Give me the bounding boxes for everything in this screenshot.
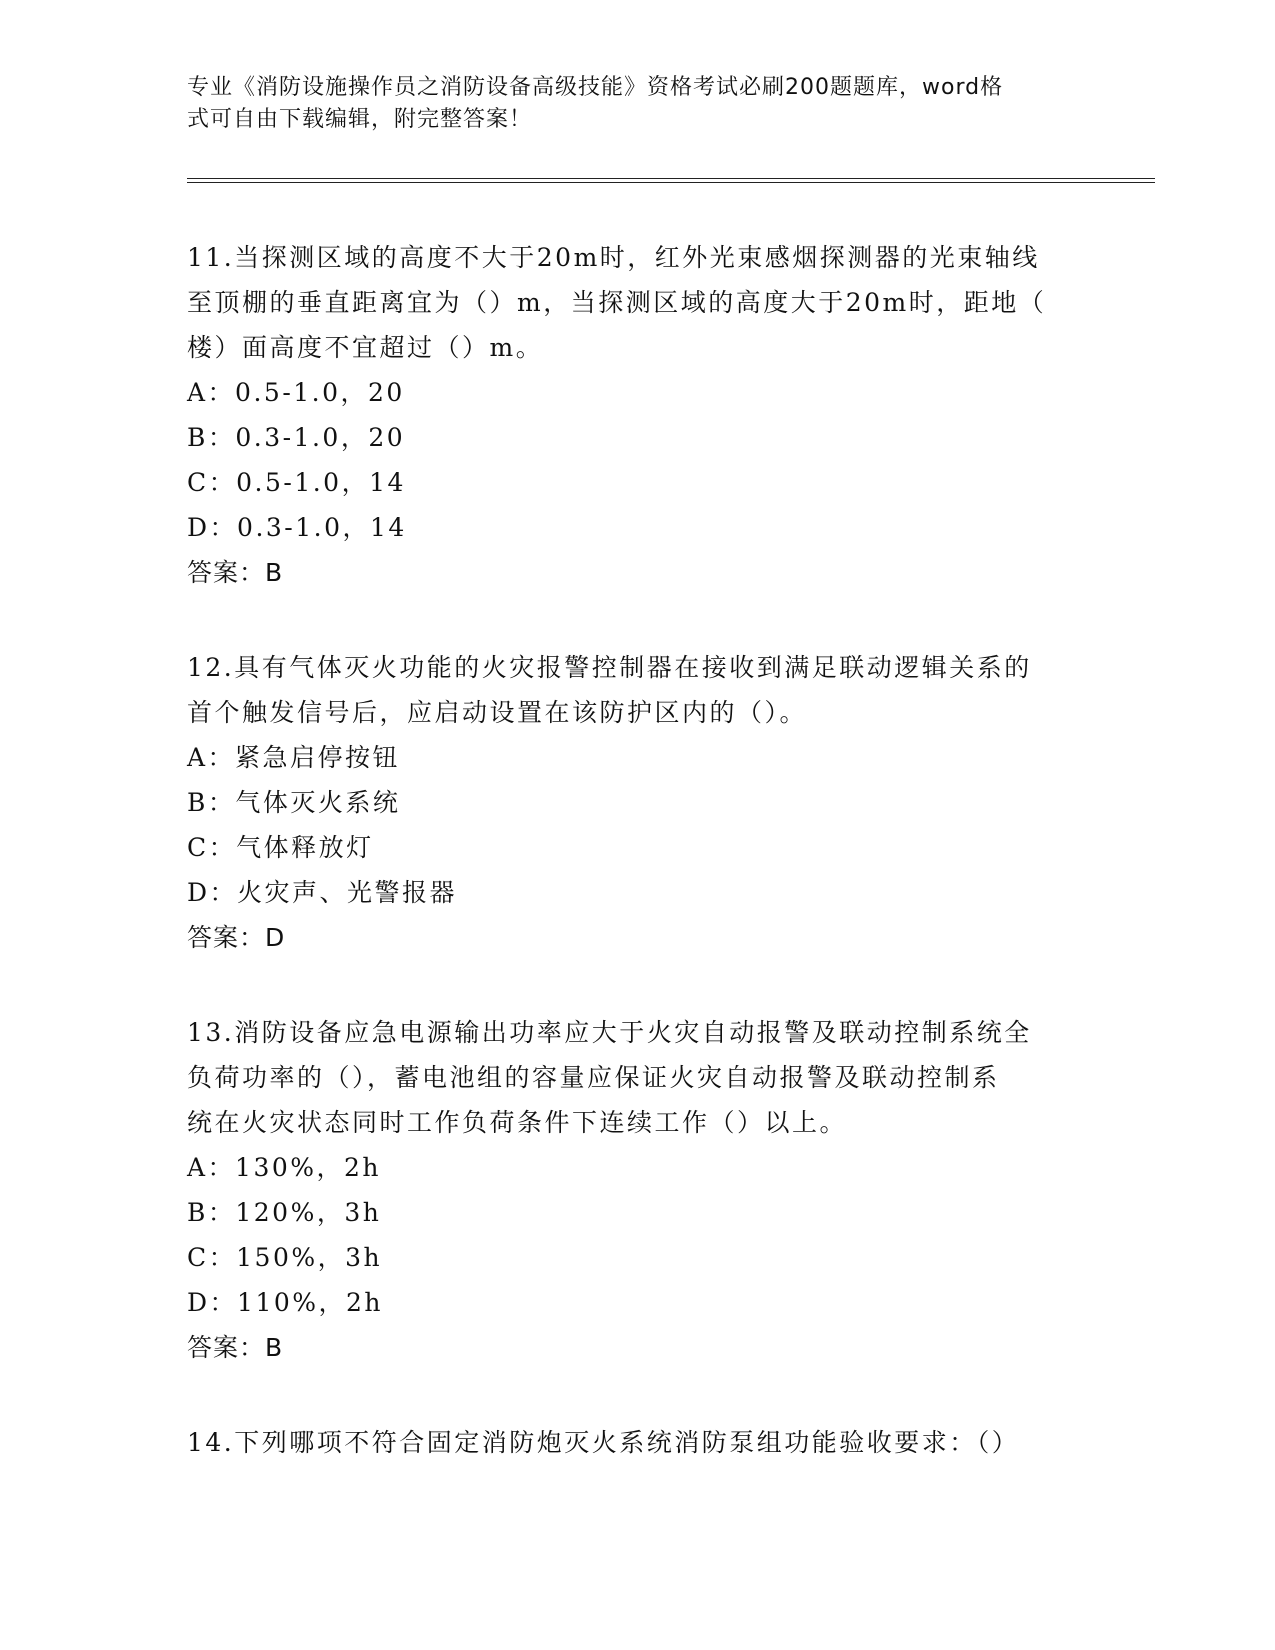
- question-stem-line: 13.消防设备应急电源输出功率应大于火灾自动报警及联动控制系统全: [187, 1018, 1032, 1047]
- question-stem-line: 楼）面高度不宜超过（）m。: [187, 333, 544, 362]
- option-d: D：0.3-1.0，14: [187, 513, 407, 542]
- option-a: A：0.5-1.0，20: [187, 378, 405, 407]
- question-11: [187, 235, 1087, 595]
- option-a: A：紧急启停按钮: [187, 743, 401, 772]
- question-stem-line: 12.具有气体灭火功能的火灾报警控制器在接收到满足联动逻辑关系的: [187, 653, 1032, 682]
- question-stem-line: 至顶棚的垂直距离宜为（）m，当探测区域的高度大于20m时，距地（: [187, 288, 1047, 317]
- option-d: D：火灾声、光警报器: [187, 878, 458, 907]
- option-b: B：气体灭火系统: [187, 788, 401, 817]
- question-stem-line: 14.下列哪项不符合固定消防炮灭火系统消防泵组功能验收要求：（）: [187, 1428, 1020, 1457]
- question-14: [187, 1420, 1087, 1465]
- header-line-2: 式可自由下载编辑，附完整答案！: [187, 107, 533, 132]
- document-header: [187, 72, 1087, 136]
- option-c: C：0.5-1.0，14: [187, 468, 406, 497]
- header-divider-top: [187, 178, 1155, 179]
- header-divider-bottom: [187, 182, 1155, 183]
- option-c: C：气体释放灯: [187, 833, 374, 862]
- question-stem-line: 11.当探测区域的高度不大于20m时，红外光束感烟探测器的光束轴线: [187, 243, 1040, 272]
- question-12: [187, 645, 1087, 960]
- question-13: [187, 1010, 1087, 1370]
- question-stem-line: 负荷功率的（），蓄电池组的容量应保证火灾自动报警及联动控制系: [187, 1063, 1000, 1092]
- option-d: D：110%，2h: [187, 1288, 384, 1317]
- option-b: B：0.3-1.0，20: [187, 423, 406, 452]
- answer-line: 答案：B: [187, 1333, 284, 1362]
- answer-line: 答案：D: [187, 923, 286, 952]
- question-stem-line: 首个触发信号后，应启动设置在该防护区内的（）。: [187, 698, 808, 727]
- option-a: A：130%，2h: [187, 1153, 382, 1182]
- answer-line: 答案：B: [187, 558, 284, 587]
- option-c: C：150%，3h: [187, 1243, 383, 1272]
- header-line-1: 专业《消防设施操作员之消防设备高级技能》资格考试必刷200题题库，word格: [187, 75, 1004, 100]
- question-stem-line: 统在火灾状态同时工作负荷条件下连续工作（）以上。: [187, 1108, 848, 1137]
- option-b: B：120%，3h: [187, 1198, 382, 1227]
